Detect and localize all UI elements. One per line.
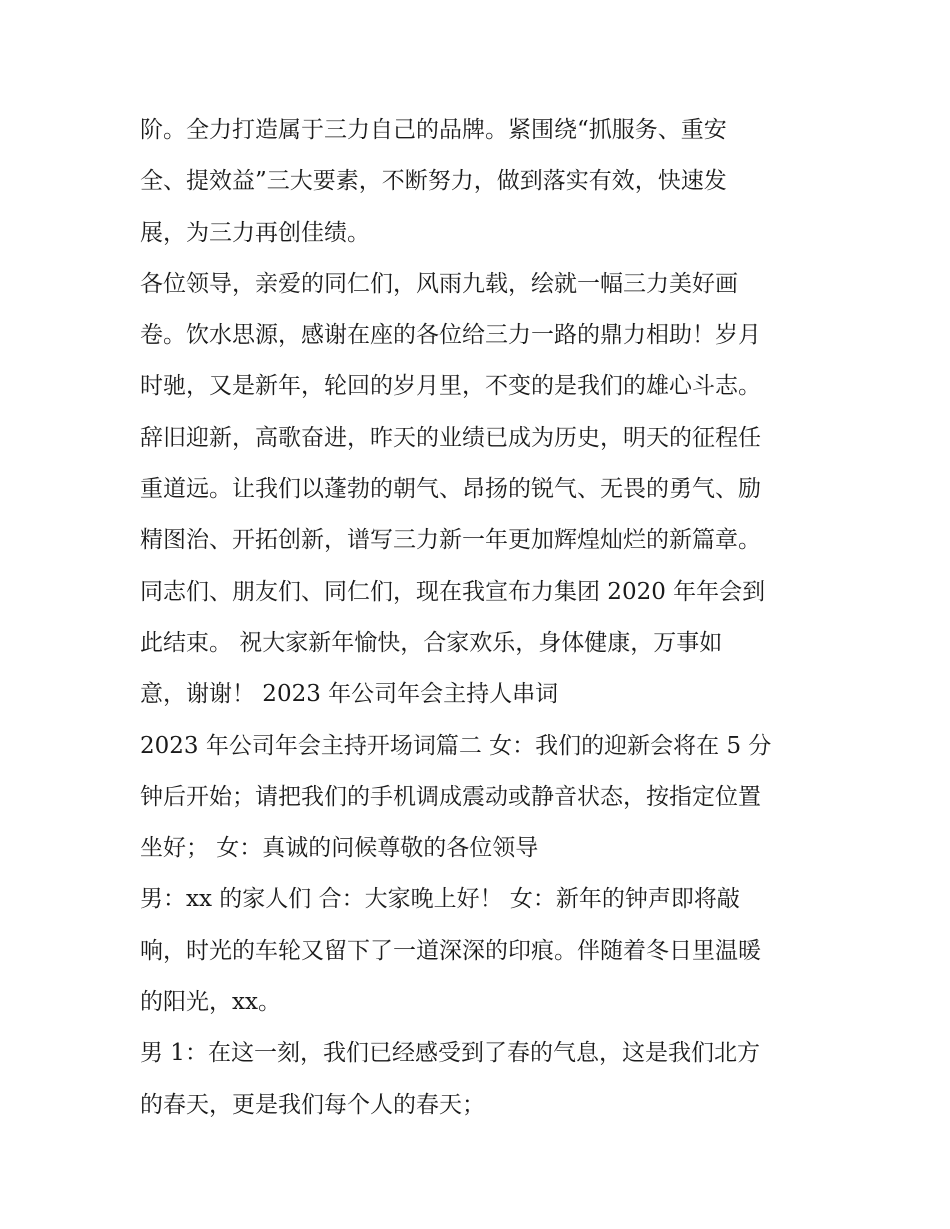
text-line: 辞旧迎新，高歌奋进，昨天的业绩已成为历史，明天的征程任: [140, 424, 761, 451]
text-line: 坐好； 女：真诚的问候尊敬的各位领导: [140, 835, 539, 862]
text-line: 全、提效益”三大要素，不断努力，做到落实有效，快速发: [140, 168, 727, 195]
text-line: 的春天，更是我们每个人的春天；: [140, 1091, 485, 1118]
text-line: 2023 年公司年会主持开场词篇二 女：我们的迎新会将在 5 分: [140, 732, 772, 759]
text-line: 展，为三力再创佳绩。: [140, 219, 370, 246]
text-line: 阶。全力打造属于三力自己的品牌。紧围绕“抓服务、重安: [140, 117, 727, 143]
text-line: 意，谢谢！ 2023 年公司年会主持人串词: [140, 681, 559, 708]
text-line: 卷。饮水思源，感谢在座的各位给三力一路的鼎力相助！岁月: [140, 322, 761, 349]
text-line: 响，时光的车轮又留下了一道深深的印痕。伴随着冬日里温暖: [140, 937, 761, 964]
text-line: 男：xx 的家人们 合：大家晚上好！ 女：新年的钟声即将敲: [140, 886, 740, 913]
text-line: 钟后开始；请把我们的手机调成震动或静音状态，按指定位置: [140, 783, 761, 810]
text-line: 时驰，又是新年，轮回的岁月里，不变的是我们的雄心斗志。: [140, 373, 761, 400]
text-line: 精图治、开拓创新，谱写三力新一年更加辉煌灿烂的新篇章。: [140, 527, 761, 554]
document-body: [140, 107, 820, 1133]
text-line: 此结束。 祝大家新年愉快，合家欢乐，身体健康，万事如: [140, 629, 723, 656]
text-line: 男 1：在这一刻，我们已经感受到了春的气息，这是我们北方: [140, 1040, 760, 1067]
text-line: 同志们、朋友们、同仁们，现在我宣布力集团 2020 年年会到: [140, 578, 766, 605]
text-line: 各位领导，亲爱的同仁们，风雨九载，绘就一幅三力美好画: [140, 270, 738, 297]
text-line: 的阳光，xx。: [140, 989, 281, 1016]
text-line: 重道远。让我们以蓬勃的朝气、昂扬的锐气、无畏的勇气、励: [140, 476, 761, 503]
